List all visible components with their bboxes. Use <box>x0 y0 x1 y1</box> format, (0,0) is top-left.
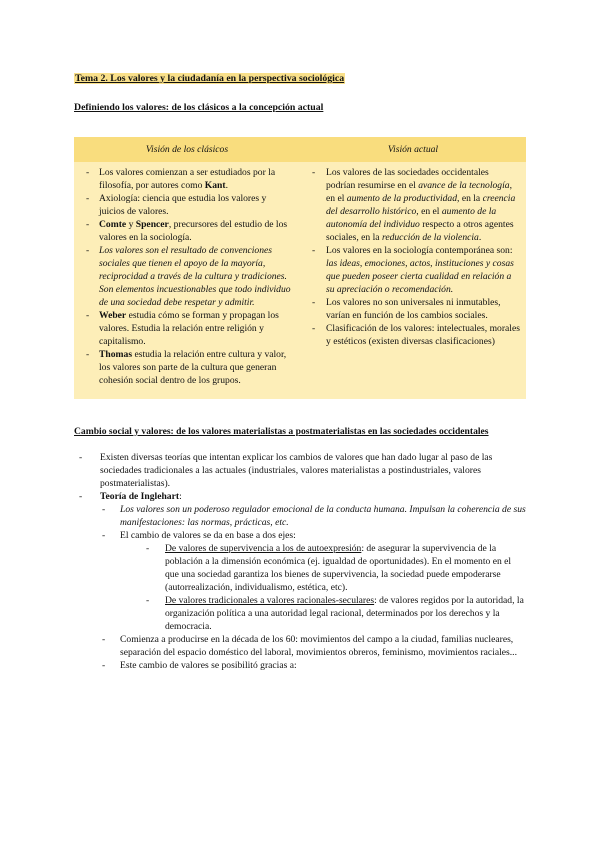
text-run: . <box>478 232 482 243</box>
dash-bullet: - <box>146 543 150 554</box>
list-item <box>74 490 526 503</box>
text-run: Los valores son el resultado de convenciones sociales que tienen el apoyo de la mayoría, reciprocidad a través de la cultura y tradiciones. Son elementos incuestionables que todo individuo de una sociedad debe respetar y admitir. <box>99 245 291 308</box>
text-run: Los valores de las sociedades occidentales podrían resumirse en el <box>326 167 489 191</box>
text-run: respecto a otros agentes sociales, en la <box>326 219 514 243</box>
list-item <box>300 166 526 244</box>
list-item <box>74 309 300 348</box>
dash-bullet: - <box>102 504 106 515</box>
text-run: : de asegurar la supervivencia de la población a la dimensión económica (ej. igualdad de oportunidades). En el momento en el que una sociedad garantiza los bienes de supervivencia, la sociedad puede empoderarse (autorrealización, individualismo, estética, etc). <box>165 543 512 593</box>
text-run: creencia del desarrollo histórico <box>326 193 516 217</box>
dash-bullet: - <box>312 245 316 256</box>
text-run: reducción de la violencia <box>381 232 479 243</box>
list-item <box>74 659 526 672</box>
list-item <box>74 348 300 387</box>
text-run: Comte <box>99 219 127 230</box>
document-title-wrap <box>74 72 526 85</box>
list-item <box>74 503 526 529</box>
header-current: Visión actual <box>300 137 526 162</box>
classics-cell <box>74 162 300 399</box>
list-item <box>74 218 300 244</box>
dash-bullet: - <box>86 310 90 321</box>
section-1-title: Definiendo los valores: de los clásicos a la concepción actual <box>74 102 324 113</box>
text-run: , en el <box>326 180 512 204</box>
dash-bullet: - <box>312 323 316 334</box>
text-run: Kant <box>204 180 226 191</box>
document-title: Tema 2. Los valores y la ciudadanía en la perspectiva sociológica <box>75 73 345 84</box>
list-item <box>74 244 300 309</box>
dash-bullet: - <box>79 491 83 502</box>
text-run: aumento de la autonomía del individuo <box>326 206 497 230</box>
dash-bullet: - <box>86 193 90 204</box>
list-item <box>74 529 526 542</box>
text-run: aumento de la productividad <box>346 193 458 204</box>
text-run: Los valores comienzan a ser estudiados por la filosofía, por autores como <box>99 167 276 191</box>
text-run: , en el <box>416 206 442 217</box>
text-run: Thomas <box>99 349 133 360</box>
dash-bullet: - <box>102 634 106 645</box>
text-run: Teoría de Inglehart <box>100 491 180 502</box>
list-item <box>300 322 526 348</box>
dash-bullet: - <box>86 349 90 360</box>
classics-list <box>74 162 300 399</box>
list-item <box>74 451 526 490</box>
table-header-row <box>74 137 526 162</box>
text-run: , en la <box>457 193 483 204</box>
main-list <box>74 451 526 672</box>
text-run: Axiología: ciencia que estudia los valores y juicios de valores. <box>99 193 267 217</box>
text-run: De valores tradicionales a valores racionales-seculares <box>165 595 375 606</box>
text-run: El cambio de valores se da en base a dos ejes: <box>120 530 296 541</box>
section-2-title: Cambio social y valores: de los valores materialistas a postmaterialistas en las sociedades occidentales <box>74 426 489 437</box>
dash-bullet: - <box>102 530 106 541</box>
dash-bullet: - <box>312 297 316 308</box>
dash-bullet: - <box>86 219 90 230</box>
text-run: Los valores son un poderoso regulador emocional de la conducta humana. Impulsan la coherencia de sus manifestaciones: las normas, prácticas, etc. <box>120 504 526 528</box>
comparison-table <box>74 137 526 399</box>
list-item <box>300 296 526 322</box>
text-run: Clasificación de los valores: intelectuales, morales y estéticos (existen diversas clasificaciones) <box>326 323 520 347</box>
text-run: Comienza a producirse en la década de los 60: movimientos del campo a la ciudad, familias nucleares, separación del espacio doméstico del laboral, movimientos obreros, feminismo, movimientos raciales... <box>120 634 517 658</box>
text-run: estudia la relación entre cultura y valor, los valores son parte de la cultura que generan cohesión social dentro de los grupos. <box>99 349 287 386</box>
list-item <box>74 192 300 218</box>
text-run: estudia cómo se forman y propagan los valores. Estudia la relación entre religión y capitalismo. <box>99 310 279 347</box>
header-classics: Visión de los clásicos <box>74 137 300 162</box>
dash-bullet: - <box>86 167 90 178</box>
current-list <box>300 162 526 360</box>
text-run: : de valores regidos por la autoridad, la organización política a una autoridad legal racional, determinados por los derechos y la democracia. <box>165 595 524 632</box>
dash-bullet: - <box>312 167 316 178</box>
text-run: Los valores no son universales ni inmutables, varían en función de los cambios sociales. <box>326 297 501 321</box>
dash-bullet: - <box>146 595 150 606</box>
text-run: : <box>179 491 182 502</box>
text-run: De valores de supervivencia a los de autoexpresión <box>165 543 362 554</box>
list-item <box>74 542 526 594</box>
text-run: Este cambio de valores se posibilitó gracias a: <box>120 660 297 671</box>
text-run: avance de la tecnología <box>418 180 510 191</box>
dash-bullet: - <box>86 245 90 256</box>
dash-bullet: - <box>102 660 106 671</box>
text-run: Existen diversas teorías que intentan explicar los cambios de valores que han dado lugar al paso de las sociedades tradicionales a las actuales (industriales, valores materialistas a postindustriales, valores postmaterialistas). <box>100 452 493 489</box>
text-run: Spencer <box>135 219 169 230</box>
text-run: Los valores en la sociología contemporánea son: <box>326 245 513 256</box>
document-page <box>74 72 526 672</box>
text-run: Weber <box>99 310 127 321</box>
text-run: , precursores del estudio de los valores en la sociología. <box>99 219 288 243</box>
list-item <box>74 166 300 192</box>
list-item <box>300 244 526 296</box>
table-body-row <box>74 162 526 399</box>
dash-bullet: - <box>79 452 83 463</box>
text-run: y <box>126 219 136 230</box>
text-run: . <box>225 180 228 191</box>
list-item <box>74 633 526 659</box>
current-cell <box>300 162 526 399</box>
list-item <box>74 594 526 633</box>
text-run: las ideas, emociones, actos, instituciones y cosas que pueden poseer cierta cualidad en relación a su apreciación o recomendación. <box>326 258 514 295</box>
